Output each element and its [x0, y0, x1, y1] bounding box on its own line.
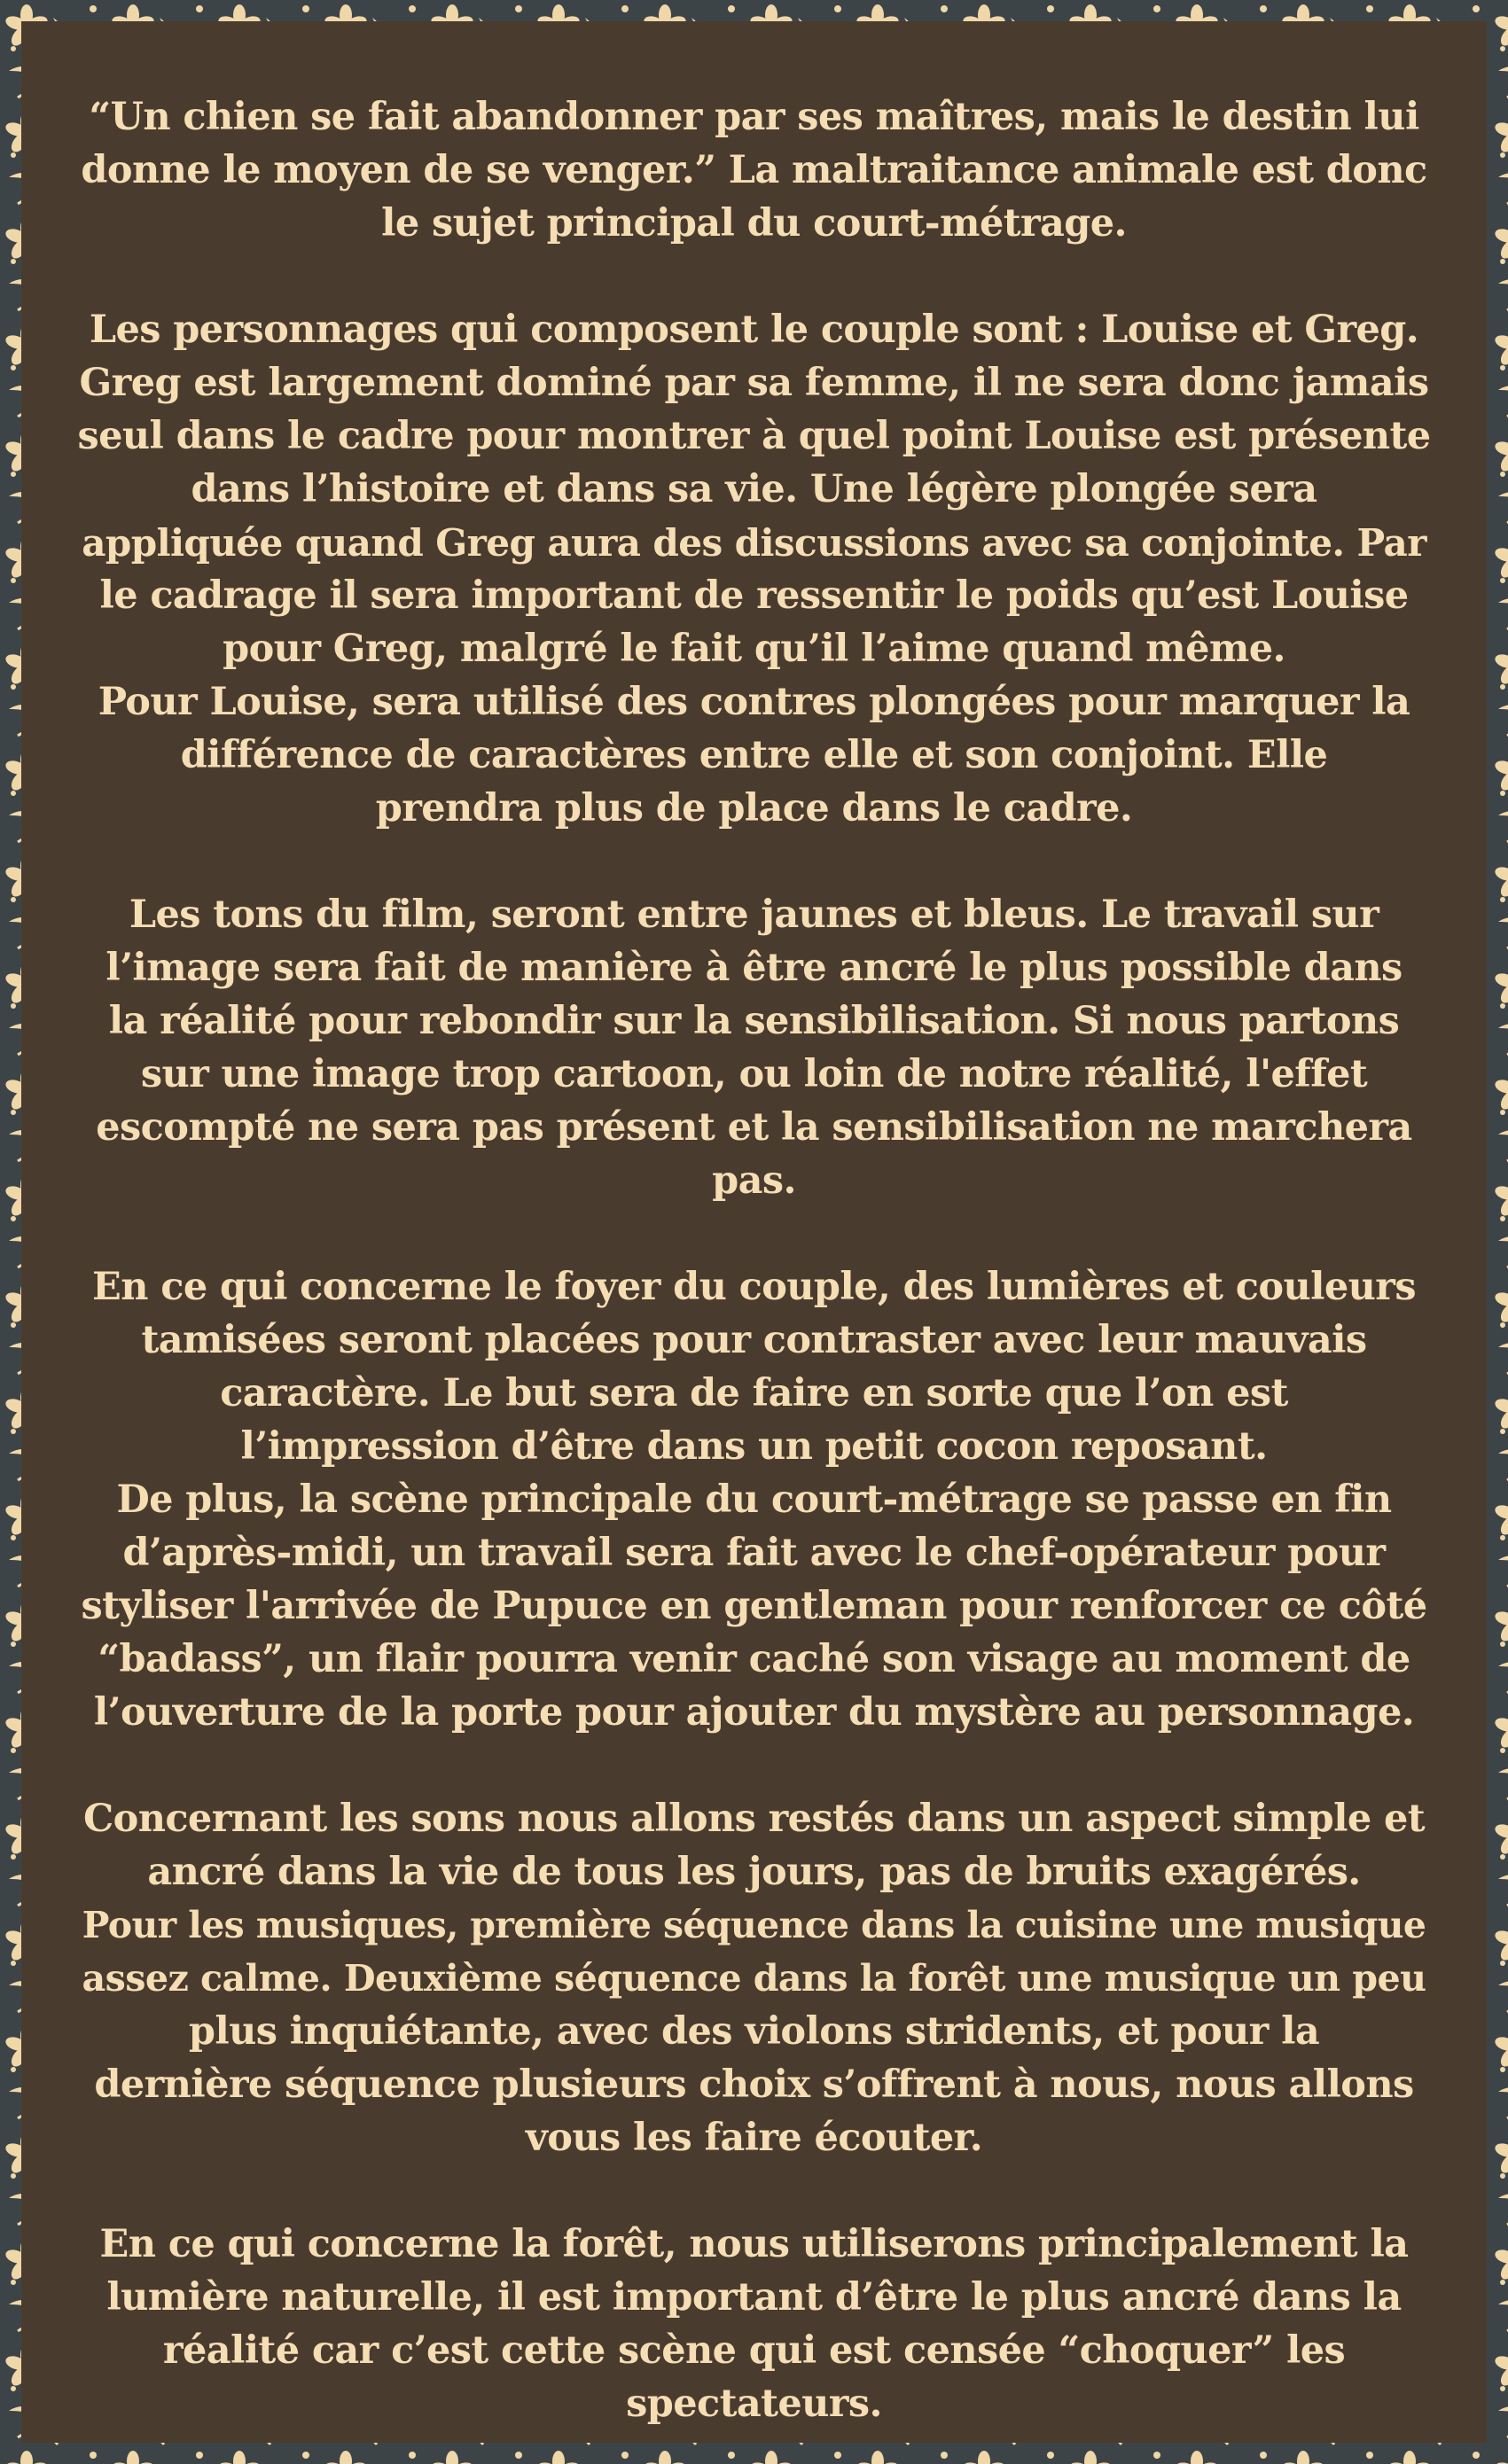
paragraph-1: [74, 90, 1434, 250]
text-line: appliquée quand Greg aura des discussions avec sa conjointe. Par: [82, 520, 1426, 565]
text-line: réalité car c’est cette scène qui est censée “choquer” les: [162, 2328, 1346, 2373]
text-line: la réalité pour rebondir sur la sensibilisation. Si nous partons: [108, 999, 1400, 1043]
text-line: donne le moyen de se venger.” La maltraitance animale est donc: [81, 148, 1427, 192]
text-line: styliser l'arrivée de Pupuce en gentleman pour renforcer ce côté: [81, 1584, 1427, 1628]
text-line: l’impression d’être dans un petit cocon reposant.: [240, 1424, 1268, 1469]
text-line: l’ouverture de la porte pour ajouter du mystère au personnage.: [93, 1690, 1415, 1735]
paragraph-3: [74, 888, 1434, 1207]
text-line: De plus, la scène principale du court-métrage se passe en fin: [116, 1478, 1392, 1522]
text-line: pour Greg, malgré le fait qu’il l’aime quand même.: [223, 627, 1285, 671]
text-line: Greg est largement dominé par sa femme, il ne sera donc jamais: [79, 361, 1429, 405]
text-panel: [21, 21, 1487, 2443]
text-line: tamisées seront placées pour contraster avec leur mauvais: [141, 1318, 1367, 1362]
text-line: Les personnages qui composent le couple sont : Louise et Greg.: [89, 308, 1419, 352]
text-line: Concernant les sons nous allons restés dans un aspect simple et: [82, 1797, 1425, 1841]
text-line: assez calme. Deuxième séquence dans la forêt une musique un peu: [82, 1956, 1426, 2000]
text-line: le cadrage il sera important de ressentir le poids qu’est Louise: [99, 573, 1409, 618]
text-line: prendra plus de place dans le cadre.: [375, 786, 1133, 830]
text-line: caractère. Le but sera de faire en sorte que l’on est: [220, 1371, 1288, 1415]
paragraph-gap: [74, 250, 1434, 303]
text-line: d’après-midi, un travail sera fait avec le chef-opérateur pour: [122, 1531, 1386, 1575]
paragraph-2: [74, 303, 1434, 835]
text-line: Pour Louise, sera utilisé des contres plongées pour marquer la: [98, 680, 1410, 724]
text-line: pas.: [712, 1158, 796, 1203]
text-line: lumière naturelle, il est important d’être le plus ancré dans la: [106, 2275, 1402, 2320]
text-line: spectateurs.: [626, 2382, 882, 2426]
text-line: seul dans le cadre pour montrer à quel point Louise est présente: [77, 414, 1431, 458]
text-line: différence de caractères entre elle et son conjoint. Elle: [180, 733, 1328, 777]
text-line: ancré dans la vie de tous les jours, pas de bruits exagérés.: [147, 1850, 1361, 1894]
paragraph-gap: [74, 1207, 1434, 1260]
paragraph-5: [74, 1792, 1434, 2164]
text-line: plus inquiétante, avec des violons stridents, et pour la: [188, 2009, 1320, 2054]
text-line: le sujet principal du court-métrage.: [381, 201, 1127, 246]
paragraph-gap: [74, 835, 1434, 888]
paragraph-gap: [74, 1739, 1434, 1792]
text-line: En ce qui concerne la forêt, nous utiliserons principalement la: [99, 2222, 1409, 2266]
paragraph-6: [74, 2218, 1434, 2430]
paragraph-4: [74, 1260, 1434, 1739]
text-line: Les tons du film, seront entre jaunes et bleus. Le travail sur: [129, 893, 1379, 937]
document-body: [74, 90, 1434, 2430]
text-line: dans l’histoire et dans sa vie. Une légère plongée sera: [191, 467, 1317, 511]
text-line: “badass”, un flair pourra venir caché son visage au moment de: [98, 1637, 1410, 1681]
paragraph-gap: [74, 2164, 1434, 2218]
text-line: l’image sera fait de manière à être ancré le plus possible dans: [105, 946, 1403, 990]
text-line: “Un chien se fait abandonner par ses maîtres, mais le destin lui: [89, 95, 1419, 139]
text-line: Pour les musiques, première séquence dans la cuisine une musique: [82, 1904, 1426, 1946]
text-line: dernière séquence plusieurs choix s’offrent à nous, nous allons: [94, 2062, 1414, 2107]
text-line: sur une image trop cartoon, ou loin de notre réalité, l'effet: [140, 1052, 1368, 1096]
text-line: En ce qui concerne le foyer du couple, des lumières et couleurs: [92, 1265, 1416, 1309]
text-line: vous les faire écouter.: [525, 2116, 983, 2160]
text-line: escompté ne sera pas présent et la sensibilisation ne marchera: [96, 1105, 1412, 1150]
